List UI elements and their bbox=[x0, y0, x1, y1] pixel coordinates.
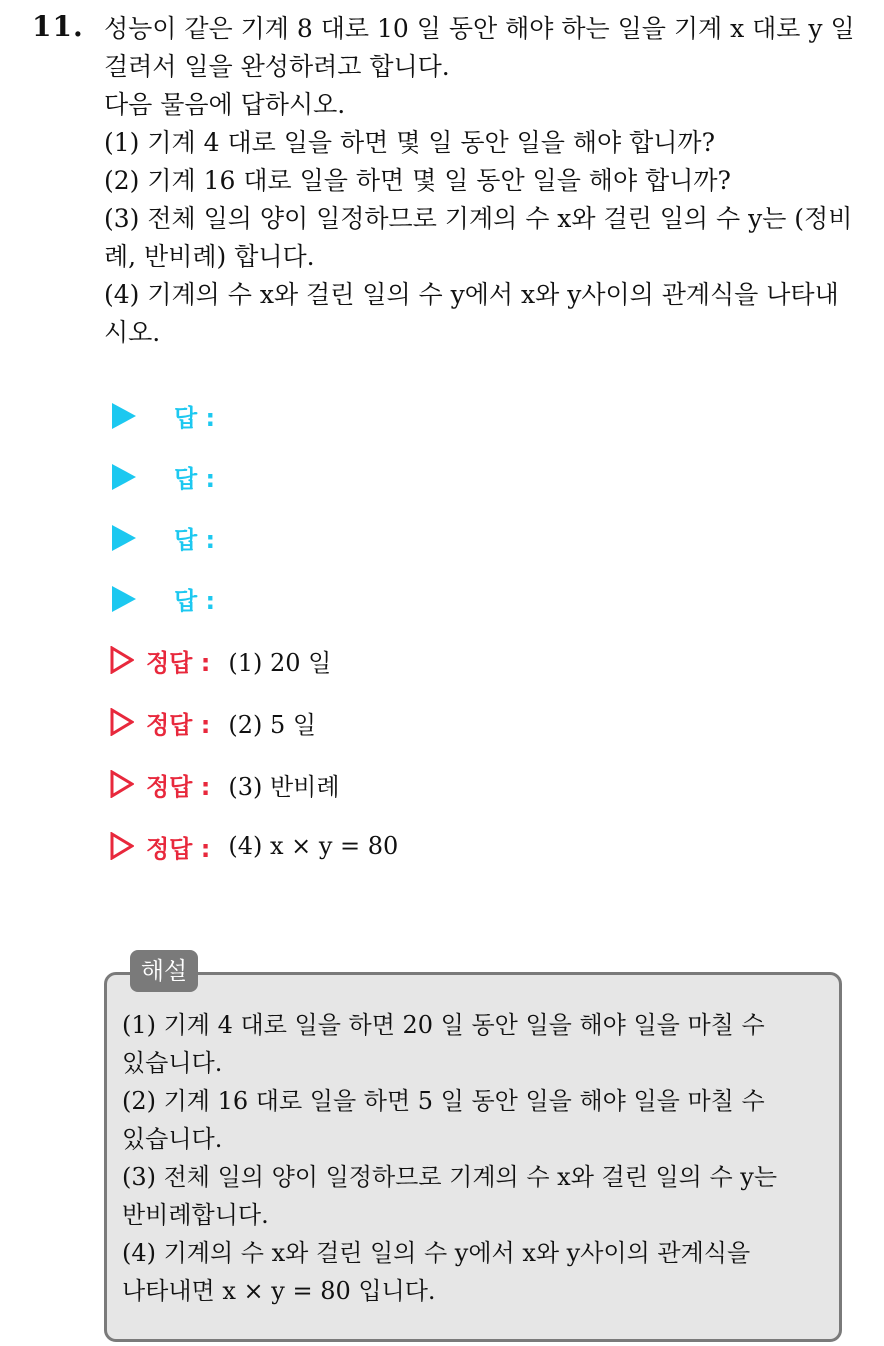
play-arrow-icon bbox=[112, 464, 136, 490]
explanation-line: (1) 기계 4 대로 일을 하면 20 일 동안 일을 해야 일을 마칠 수 bbox=[122, 1011, 765, 1039]
answer-label: 답 : bbox=[174, 465, 216, 493]
explanation-line: (3) 전체 일의 양이 일정하므로 기계의 수 x와 걸린 일의 수 y는 bbox=[122, 1163, 778, 1191]
question-line: (3) 전체 일의 양이 일정하므로 기계의 수 x와 걸린 일의 수 y는 (정비 bbox=[104, 204, 853, 233]
solution-row-3 bbox=[110, 753, 398, 815]
answer-row-3[interactable] bbox=[110, 507, 398, 568]
outline-triangle-icon bbox=[110, 832, 134, 860]
question-line: (1) 기계 4 대로 일을 하면 몇 일 동안 일을 해야 합니까? bbox=[104, 128, 715, 157]
answer-section bbox=[110, 385, 398, 877]
question-number: 11. bbox=[32, 10, 84, 43]
question-line: 례, 반비례) 합니다. bbox=[104, 242, 315, 271]
explanation-line: (2) 기계 16 대로 일을 하면 5 일 동안 일을 해야 일을 마칠 수 bbox=[122, 1087, 765, 1115]
explanation-tag: 해설 bbox=[130, 950, 198, 992]
solution-text: (4) x × y = 80 bbox=[228, 832, 399, 860]
answer-label: 답 : bbox=[174, 587, 216, 615]
solution-label: 정답 : bbox=[146, 648, 211, 677]
explanation-line: 있습니다. bbox=[122, 1049, 223, 1077]
solution-text: (1) 20 일 bbox=[228, 648, 332, 677]
solution-text: (2) 5 일 bbox=[228, 710, 317, 739]
answer-label: 답 : bbox=[174, 526, 216, 554]
question-line: 걸려서 일을 완성하려고 합니다. bbox=[104, 52, 450, 81]
answer-row-1[interactable] bbox=[110, 385, 398, 446]
solution-label: 정답 : bbox=[146, 834, 211, 863]
explanation-line: 있습니다. bbox=[122, 1125, 223, 1153]
outline-triangle-icon bbox=[110, 646, 134, 674]
solution-row-4 bbox=[110, 815, 398, 877]
explanation-line: (4) 기계의 수 x와 걸린 일의 수 y에서 x와 y사이의 관계식을 bbox=[122, 1239, 751, 1267]
solution-row-2 bbox=[110, 691, 398, 753]
solution-text: (3) 반비례 bbox=[228, 772, 340, 801]
explanation-line: 나타내면 x × y = 80 입니다. bbox=[122, 1277, 436, 1305]
answer-label: 답 : bbox=[174, 404, 216, 432]
solution-label: 정답 : bbox=[146, 710, 211, 739]
question-line: (4) 기계의 수 x와 걸린 일의 수 y에서 x와 y사이의 관계식을 나타내 bbox=[104, 280, 839, 309]
outline-triangle-icon bbox=[110, 708, 134, 736]
answer-row-2[interactable] bbox=[110, 446, 398, 507]
question-text bbox=[104, 10, 864, 352]
play-arrow-icon bbox=[112, 586, 136, 612]
question-line: (2) 기계 16 대로 일을 하면 몇 일 동안 일을 해야 합니까? bbox=[104, 166, 731, 195]
explanation-line: 반비례합니다. bbox=[122, 1201, 269, 1229]
solution-label: 정답 : bbox=[146, 772, 211, 801]
solution-row-1 bbox=[110, 629, 398, 691]
question-line: 성능이 같은 기계 8 대로 10 일 동안 해야 하는 일을 기계 x 대로 y 일 bbox=[104, 14, 855, 43]
answer-row-4[interactable] bbox=[110, 568, 398, 629]
question-line: 다음 물음에 답하시오. bbox=[104, 90, 346, 119]
outline-triangle-icon bbox=[110, 770, 134, 798]
play-arrow-icon bbox=[112, 403, 136, 429]
explanation-text bbox=[122, 1006, 826, 1310]
play-arrow-icon bbox=[112, 525, 136, 551]
question-line: 시오. bbox=[104, 318, 161, 347]
